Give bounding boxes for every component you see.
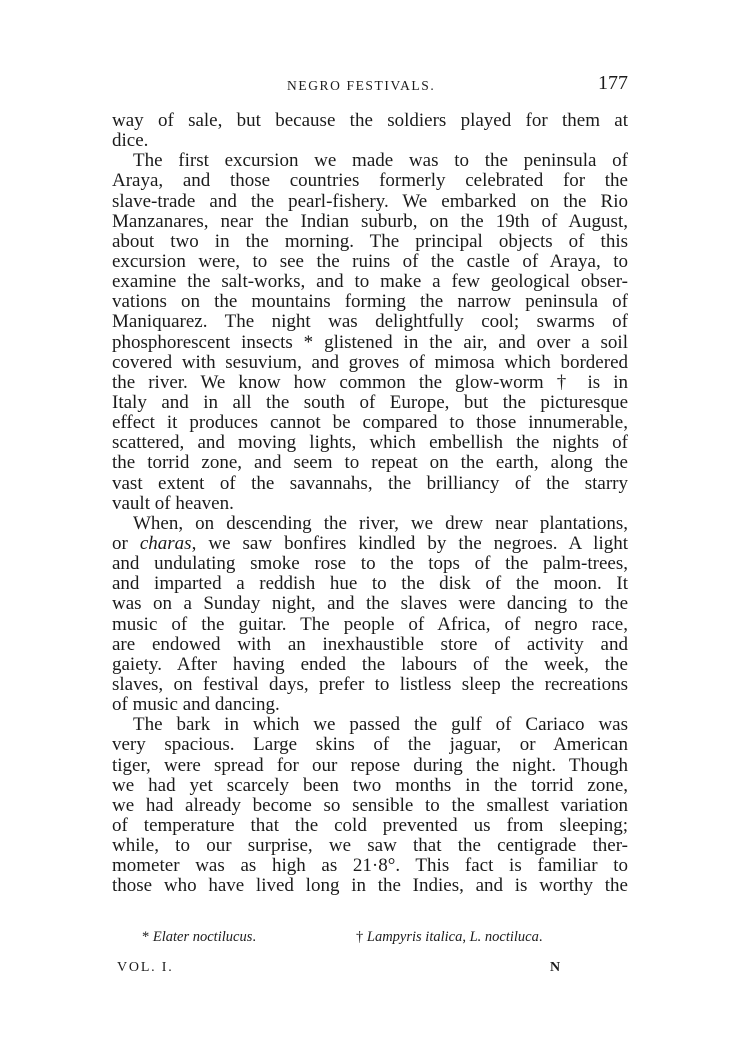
text-line: covered with sesuvium, and groves of mimosa which bordered (112, 351, 628, 373)
footnote: * Elater noctilucus. (142, 929, 256, 945)
text-line: examine the salt-works, and to make a few geological obser- (112, 271, 628, 293)
page-header (112, 72, 628, 102)
body-text (112, 111, 628, 896)
text-line: Italy and in all the south of Europe, but the picturesque (112, 391, 628, 413)
text-line: and undulating smoke rose to the tops of the palm-trees, (112, 553, 628, 575)
footnotes (112, 929, 628, 951)
text-line: was on a Sunday night, and the slaves were dancing to the (112, 593, 628, 615)
text-line: music of the guitar. The people of Africa, of negro race, (112, 613, 628, 635)
page-footer (112, 960, 628, 982)
text-line: the river. We know how common the glow-worm † is in (112, 371, 628, 393)
text-line: phosphorescent insects * glistened in the air, and over a soil (112, 331, 628, 353)
text-line: When, on descending the river, we drew near plantations, (133, 512, 628, 534)
text-line: The first excursion we made was to the peninsula of (133, 150, 628, 172)
text-line: of temperature that the cold prevented us from sleeping; (112, 814, 628, 836)
text-line: mometer was as high as 21·8°. This fact is familiar to (112, 855, 628, 877)
text-line: very spacious. Large skins of the jaguar, or American (112, 734, 628, 756)
text-line: are endowed with an inexhaustible store of activity and (112, 633, 628, 655)
text-line: we had yet scarcely been two months in the torrid zone, (112, 774, 628, 796)
text-line: Manzanares, near the Indian suburb, on the 19th of August, (112, 210, 628, 232)
text-line: tiger, were spread for our repose during the night. Though (112, 754, 628, 776)
running-head: NEGRO FESTIVALS. (287, 78, 436, 93)
text-line: we had already become so sensible to the smallest variation (112, 794, 628, 816)
text-line: and imparted a reddish hue to the disk of the moon. It (112, 573, 628, 595)
text-line: Araya, and those countries formerly celebrated for the (112, 170, 628, 192)
text-line: those who have lived long in the Indies, and is worthy the (112, 875, 628, 897)
signature-mark: N (550, 960, 561, 975)
text-line: effect it produces cannot be compared to those innumerable, (112, 412, 628, 434)
text-line: while, to our surprise, we saw that the centigrade ther- (112, 835, 628, 857)
text-line: The bark in which we passed the gulf of Cariaco was (133, 714, 628, 736)
text-line: scattered, and moving lights, which embellish the nights of (112, 432, 628, 454)
text-line: slaves, on festival days, prefer to listless sleep the recreations (112, 673, 628, 695)
footnote: † Lampyris italica, L. noctiluca. (356, 929, 543, 945)
text-line: way of sale, but because the soldiers played for them at (112, 110, 628, 131)
text-line: gaiety. After having ended the labours of the week, the (112, 653, 628, 675)
text-line: of music and dancing. (112, 694, 280, 716)
text-line: about two in the morning. The principal objects of this (112, 230, 628, 252)
text-line: slave-trade and the pearl-fishery. We embarked on the Rio (112, 190, 628, 212)
text-line: vast extent of the savannahs, the brilliancy of the starry (112, 472, 628, 494)
text-line: the torrid zone, and seem to repeat on the earth, along the (112, 452, 628, 474)
text-line: Maniquarez. The night was delightfully cool; swarms of (112, 311, 628, 333)
text-line: vault of heaven. (112, 492, 234, 514)
text-line: excursion were, to see the ruins of the castle of Araya, to (112, 250, 628, 272)
text-line: or charas, we saw bonfires kindled by the negroes. A light (112, 532, 629, 554)
text-line: dice. (112, 130, 149, 152)
volume-label: VOL. I. (117, 960, 174, 975)
text-line: vations on the mountains forming the narrow peninsula of (112, 291, 628, 313)
page-number: 177 (598, 72, 628, 94)
